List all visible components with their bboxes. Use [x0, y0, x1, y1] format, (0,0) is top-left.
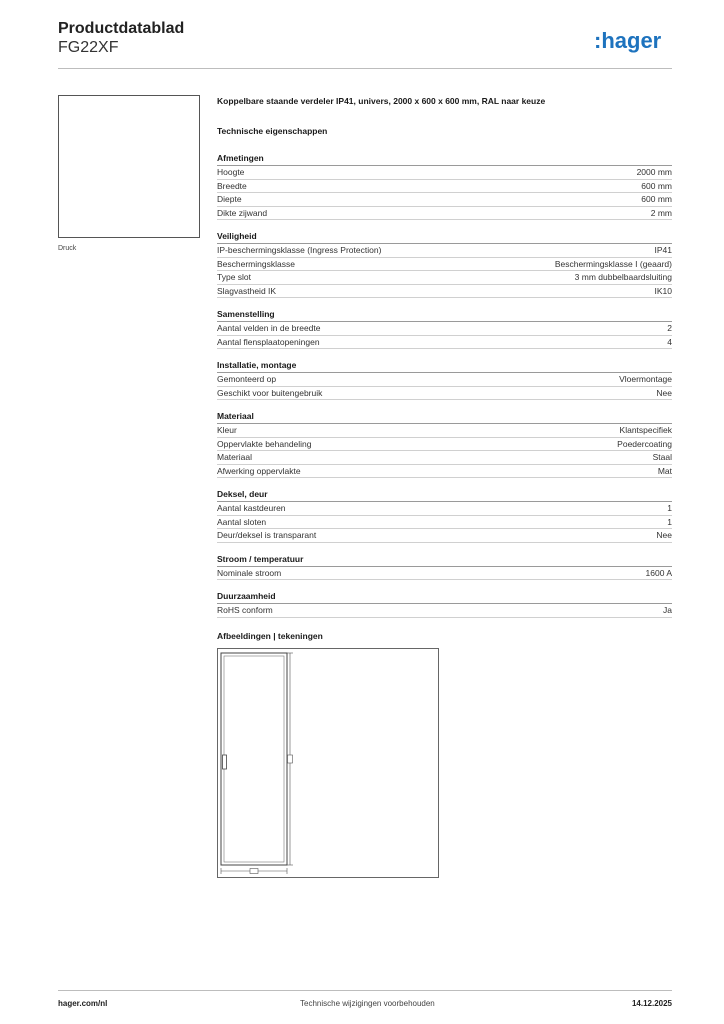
hager-logo-text: :hager: [594, 28, 662, 53]
footer-disclaimer: Technische wijzigingen voorbehouden: [300, 999, 435, 1008]
product-description: Koppelbare staande verdeler IP41, univers, 2000 x 600 x 600 mm, RAL naar keuze: [217, 96, 546, 106]
property-label: Geschikt voor buitengebruik: [217, 387, 323, 398]
property-group: [217, 230, 672, 298]
property-label: Slagvastheid IK: [217, 285, 277, 296]
property-value: IK10: [654, 285, 672, 296]
property-row: [217, 373, 672, 387]
property-row: [217, 322, 672, 336]
property-value: Mat: [657, 465, 672, 476]
property-value: Beschermingsklasse I (geaard): [554, 258, 672, 269]
property-row: [217, 271, 672, 285]
property-label: Kleur: [217, 425, 237, 436]
property-label: Type slot: [217, 272, 252, 283]
property-group: [217, 590, 672, 618]
group-title: Samenstelling: [217, 308, 672, 322]
main-content: [217, 95, 672, 878]
thumbnail-caption: Druck: [58, 245, 77, 252]
property-row: [217, 258, 672, 272]
property-label: Aantal velden in de breedte: [217, 323, 321, 334]
group-title: Materiaal: [217, 410, 672, 424]
product-thumbnail: [58, 95, 200, 238]
property-label: Aantal sloten: [217, 516, 267, 527]
property-value: Nee: [656, 530, 672, 541]
property-row: [217, 285, 672, 299]
product-code: FG22XF: [58, 39, 119, 56]
group-title: Veiligheid: [217, 230, 672, 244]
hager-logo[interactable]: [594, 28, 674, 56]
property-value: 1600 A: [645, 567, 672, 578]
property-group: [217, 488, 672, 543]
group-title: Stroom / temperatuur: [217, 553, 672, 567]
property-row: [217, 604, 672, 618]
property-label: Beschermingsklasse: [217, 258, 295, 269]
technical-drawing: [217, 648, 439, 878]
images-heading: Afbeeldingen | tekeningen: [217, 630, 323, 641]
property-group: [217, 553, 672, 581]
property-label: Afwerking oppervlakte: [217, 465, 301, 476]
property-label: Deur/deksel is transparant: [217, 530, 317, 541]
property-row: [217, 193, 672, 207]
property-row: [217, 387, 672, 401]
property-row: [217, 516, 672, 530]
property-row: [217, 529, 672, 543]
door-handle-icon: [223, 755, 227, 769]
property-label: Hoogte: [217, 167, 245, 178]
property-value: Nee: [656, 387, 672, 398]
group-title: Afmetingen: [217, 152, 672, 166]
property-value: Staal: [652, 452, 672, 463]
property-row: [217, 207, 672, 221]
property-row: [217, 166, 672, 180]
footer-divider: [58, 990, 672, 991]
group-title: Installatie, montage: [217, 359, 672, 373]
property-row: [217, 502, 672, 516]
property-label: Materiaal: [217, 452, 252, 463]
property-groups: [217, 152, 672, 618]
group-title: Deksel, deur: [217, 488, 672, 502]
page-title: Productdatablad: [58, 20, 185, 37]
property-value: 2 mm: [650, 207, 672, 218]
property-value: 3 mm dubbelbaardsluiting: [574, 272, 672, 283]
property-group: [217, 359, 672, 400]
property-value: 1: [667, 516, 672, 527]
property-label: Diepte: [217, 194, 242, 205]
property-row: [217, 567, 672, 581]
property-row: [217, 336, 672, 350]
property-label: Breedte: [217, 180, 247, 191]
property-value: 2: [667, 323, 672, 334]
door-panel: [224, 656, 284, 862]
property-group: [217, 152, 672, 220]
property-label: Aantal flensplaatopeningen: [217, 336, 320, 347]
property-value: IP41: [654, 245, 672, 256]
property-label: Nominale stroom: [217, 567, 282, 578]
property-row: [217, 244, 672, 258]
property-value: Ja: [663, 605, 672, 616]
footer-website-link[interactable]: hager.com/nl: [58, 999, 108, 1008]
property-row: [217, 424, 672, 438]
header-divider: [58, 68, 672, 69]
property-value: Vloermontage: [619, 374, 672, 385]
property-label: Dikte zijwand: [217, 207, 268, 218]
property-label: Oppervlakte behandeling: [217, 438, 312, 449]
technical-properties-heading: Technische eigenschappen: [217, 126, 328, 136]
property-row: [217, 465, 672, 479]
property-group: [217, 308, 672, 349]
property-label: RoHS conform: [217, 605, 273, 616]
property-row: [217, 180, 672, 194]
property-value: 4: [667, 336, 672, 347]
property-row: [217, 451, 672, 465]
group-title: Duurzaamheid: [217, 590, 672, 604]
property-label: Gemonteerd op: [217, 374, 277, 385]
property-value: Klantspecifiek: [619, 425, 672, 436]
property-group: [217, 410, 672, 478]
property-label: Aantal kastdeuren: [217, 503, 286, 514]
footer-date: 14.12.2025: [631, 999, 672, 1008]
cabinet-outline: [221, 653, 287, 865]
width-dimension-label: [250, 868, 258, 873]
cabinet-drawing: [218, 649, 440, 879]
property-label: IP-beschermingsklasse (Ingress Protection): [217, 245, 382, 256]
height-dimension-label: [288, 755, 293, 763]
property-value: 1: [667, 503, 672, 514]
property-value: 2000 mm: [636, 167, 672, 178]
property-value: Poedercoating: [617, 438, 672, 449]
property-row: [217, 438, 672, 452]
property-value: 600 mm: [641, 180, 672, 191]
property-value: 600 mm: [641, 194, 672, 205]
